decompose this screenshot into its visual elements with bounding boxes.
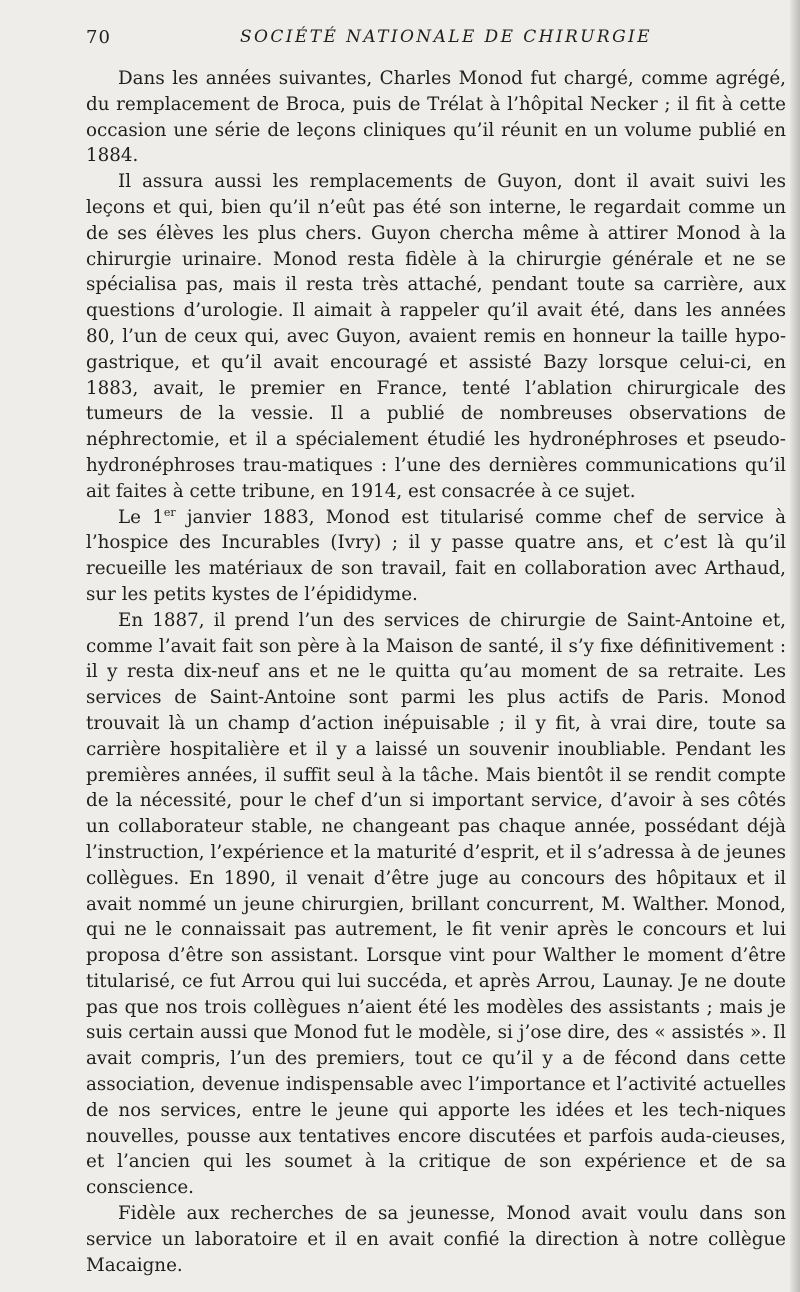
body-text	[86, 66, 786, 1278]
paragraph: En 1887, il prend l’un des services de chirurgie de Saint-Antoine et, comme l’avait fait son père à la Maison de santé, il s’y fixe définitivement : il y resta dix-neuf ans et ne le quitta qu’au moment de sa retraite. Les services de Saint-Antoine sont parmi les plus actifs de Paris. Monod trouvait là un champ d’action inépuisable ; il y fit, à vrai dire, toute sa carrière hospitalière et il y a laissé un souvenir inoubliable. Pendant les premières années, il suffit seul à la tâche. Mais bientôt il se rendit compte de la nécessité, pour le chef d’un si important service, d’avoir à ses côtés un collaborateur stable, ne changeant pas chaque année, possédant déjà l’instruction, l’expérience et la maturité d’esprit, et il s’adressa à de jeunes collègues. En 1890, il venait d’être juge au concours des hôpitaux et il avait nommé un jeune chirurgien, brillant concurrent, M. Walther. Monod, qui ne le connaissait pas autrement, le fit venir après le concours et lui proposa d’être son assistant. Lorsque vint pour Walther le moment d’être titularisé, ce fut Arrou qui lui succéda, et après Arrou, Launay. Je ne doute pas que nos trois collègues n’aient été les modèles des assistants ; mais je suis certain aussi que Monod fut le modèle, si j’ose dire, des « assistés ». Il avait compris, l’un des premiers, tout ce qu’il y a de fécond dans cette association, devenue indispensable avec l’importance et l’activité actuelles de nos services, entre le jeune qui apporte les idées et les tech-niques nouvelles, pousse aux tentatives encore discutées et parfois auda-cieuses, et l’ancien qui les soumet à la critique de son expérience et de sa conscience.	[86, 609, 786, 1199]
paragraph: Il assura aussi les remplacements de Guyon, dont il avait suivi les leçons et qui, bien qu’il n’eût pas été son interne, le regardait comme un de ses élèves les plus chers. Guyon chercha même à attirer Monod à la chirurgie urinaire. Monod resta fidèle à la chirurgie générale et ne se spécialisa pas, mais il resta très attaché, pendant toute sa carrière, aux questions d’urologie. Il aimait à rappeler qu’il avait été, dans les années 80, l’un de ceux qui, avec Guyon, avaient remis en honneur la taille hypo-gastrique, et qu’il avait encouragé et assisté Bazy lorsque celui-ci, en 1883, avait, le premier en France, tenté l’ablation chirurgicale des tumeurs de la vessie. Il a publié de nombreuses observations de néphrectomie, et il a spécialement étudié les hydronéphroses et pseudo-hydronéphroses trau-matiques : l’une des dernières communications qu’il ait faites à cette tribune, en 1914, est consacrée à ce sujet.	[86, 171, 786, 502]
paragraph: Fidèle aux recherches de sa jeunesse, Monod avait voulu dans son service un laboratoire et il en avait confié la direction à notre collègue Macaigne.	[86, 1203, 786, 1276]
page-header	[86, 27, 786, 55]
paragraph-text: Le 1	[118, 506, 164, 528]
paragraph: Dans les années suivantes, Charles Monod fut chargé, comme agrégé, du remplacement de Broca, puis de Trélat à l’hôpital Necker ; il fit à cette occasion une série de leçons cliniques qu’il réunit en un volume publié en 1884.	[86, 68, 786, 167]
superscript: er	[163, 505, 176, 519]
page-number: 70	[86, 27, 111, 48]
paragraph-text: janvier 1883, Monod est titularisé comme chef de service à l’hospice des Incurables (Ivry) ; il y passe quatre ans, et c’est là qu’il recueille les matériaux de son travail, fait en collaboration avec Arthaud, sur les petits kystes de l’épididyme.	[86, 506, 787, 605]
page-edge-shadow	[790, 0, 800, 1292]
running-title: SOCIÉTÉ NATIONALE DE CHIRURGIE	[240, 27, 652, 47]
paragraph	[86, 505, 786, 608]
